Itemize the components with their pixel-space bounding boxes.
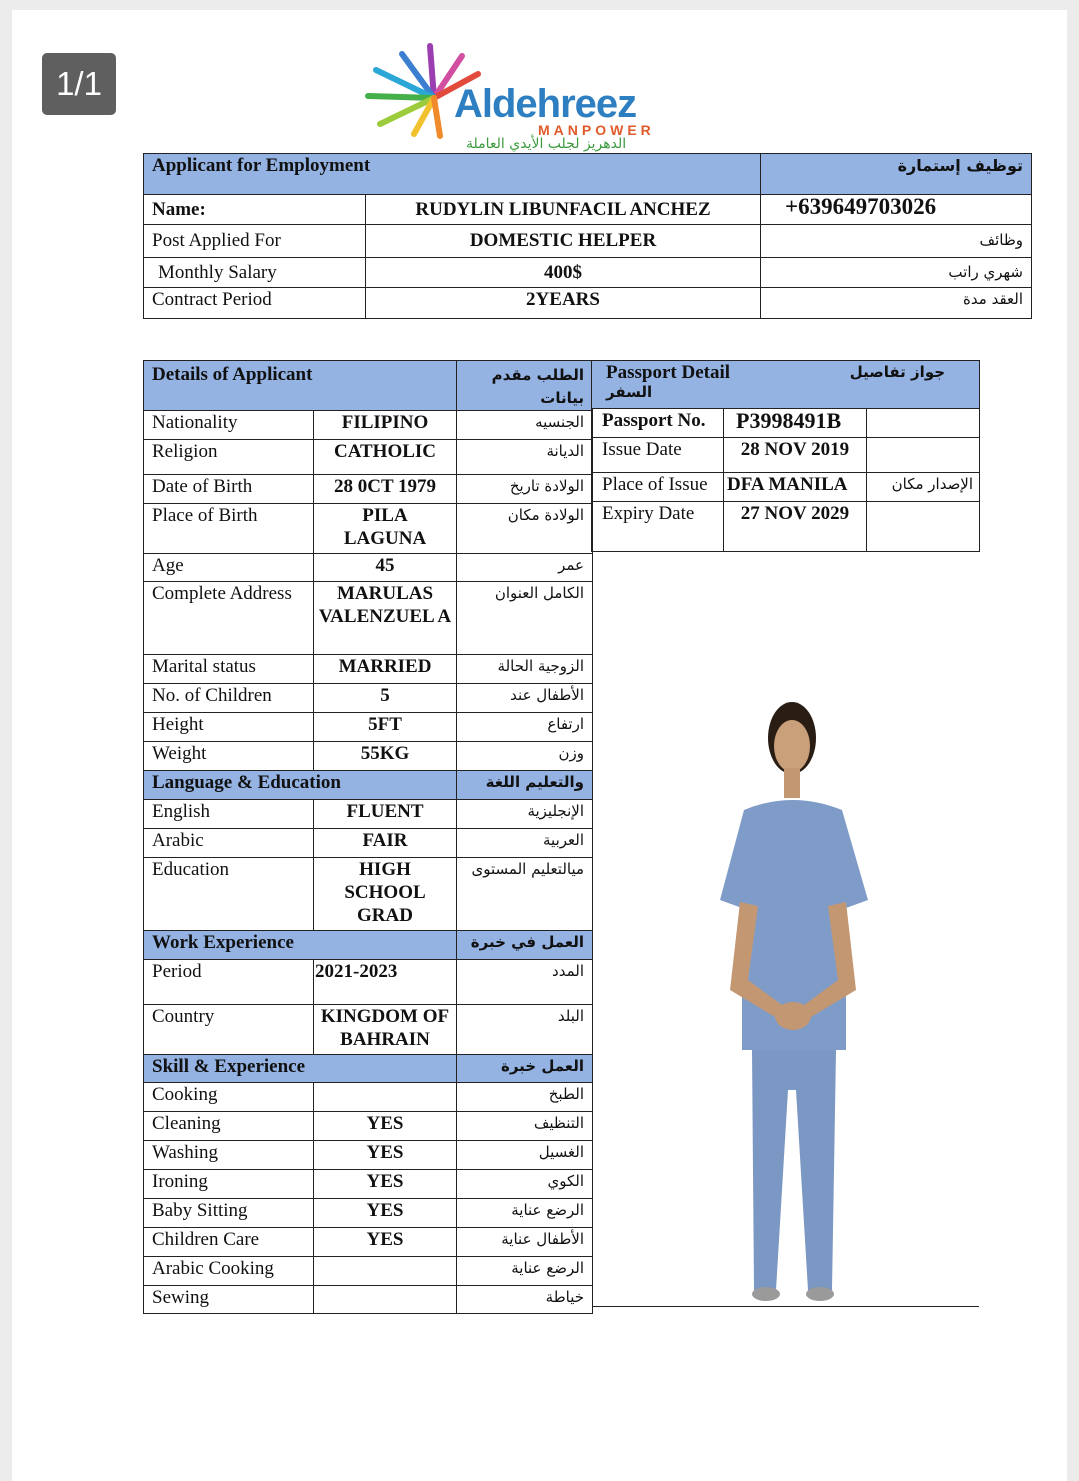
skill-label-ar: الطبخ <box>457 1083 593 1112</box>
language-value: FAIR <box>314 829 457 858</box>
language-title: Language & Education <box>144 771 457 800</box>
detail-value: CATHOLIC <box>314 440 457 475</box>
detail-value: PILA LAGUNA <box>314 504 457 554</box>
post-label-ar: وظائف <box>761 225 1032 258</box>
contract-label: Contract Period <box>144 288 366 319</box>
skill-value: YES <box>314 1170 457 1199</box>
logo-arabic: الدهريز لجلب الأيدي العاملة <box>466 136 627 152</box>
salary-label: Monthly Salary <box>144 258 366 288</box>
skills-title-ar: العمل خبرة <box>457 1055 593 1083</box>
passport-extra <box>867 438 980 473</box>
skill-label-ar: الأطفال عناية <box>457 1228 593 1257</box>
country-label-ar: البلد <box>457 1005 593 1055</box>
salary-label-ar: شهري راتب <box>761 258 1032 288</box>
employment-title: Applicant for Employment <box>144 154 761 195</box>
detail-value: 45 <box>314 554 457 582</box>
skill-label-ar: الغسيل <box>457 1141 593 1170</box>
detail-label-ar: الكامل العنوان <box>457 582 593 655</box>
detail-label-ar: الجنسيه <box>457 411 593 440</box>
phone-value: +639649703026 <box>761 195 1032 225</box>
logo-brand: Aldehreez <box>454 82 637 126</box>
skill-value: YES <box>314 1228 457 1257</box>
detail-label: Date of Birth <box>144 475 314 504</box>
expiry-date-label: Expiry Date <box>592 502 724 552</box>
place-of-issue-label: Place of Issue <box>592 473 724 502</box>
language-value: FLUENT <box>314 800 457 829</box>
detail-label: No. of Children <box>144 684 314 713</box>
skill-value <box>314 1286 457 1314</box>
detail-label: Age <box>144 554 314 582</box>
details-title: Details of Applicant <box>144 361 457 411</box>
page-counter: 1/1 <box>42 53 116 115</box>
education-label: Education <box>144 858 314 931</box>
post-value: DOMESTIC HELPER <box>366 225 761 258</box>
employment-title-ar: توظيف إستمارة <box>761 154 1032 195</box>
expiry-date-value: 27 NOV 2029 <box>724 502 867 552</box>
language-title-ar: والتعليم اللغة <box>457 771 593 800</box>
country-value: KINGDOM OF BAHRAIN <box>314 1005 457 1055</box>
skill-label-ar: خياطة <box>457 1286 593 1314</box>
passport-title-ar: جواز تفاصيل <box>849 363 946 381</box>
detail-label: Place of Birth <box>144 504 314 554</box>
skill-label: Arabic Cooking <box>144 1257 314 1286</box>
passport-no-value: P3998491B <box>724 409 867 438</box>
skill-label: Cleaning <box>144 1112 314 1141</box>
contract-label-ar: العقد مدة <box>761 288 1032 319</box>
detail-label: Complete Address <box>144 582 314 655</box>
detail-label: Nationality <box>144 411 314 440</box>
work-title-ar: العمل في خبرة <box>457 931 593 960</box>
detail-value: 28 0CT 1979 <box>314 475 457 504</box>
detail-value: 55KG <box>314 742 457 771</box>
contract-value: 2YEARS <box>366 288 761 319</box>
detail-label: Weight <box>144 742 314 771</box>
country-label: Country <box>144 1005 314 1055</box>
work-title: Work Experience <box>144 931 457 960</box>
applicant-photo <box>696 690 896 1308</box>
logo-subtitle: MANPOWER <box>538 122 655 138</box>
skill-label: Baby Sitting <box>144 1199 314 1228</box>
post-label: Post Applied For <box>144 225 366 258</box>
skill-label-ar: التنظيف <box>457 1112 593 1141</box>
skill-label-ar: الكوي <box>457 1170 593 1199</box>
passport-extra <box>867 409 980 438</box>
passport-title: Passport Detail <box>606 362 731 383</box>
passport-no-label: Passport No. <box>592 409 724 438</box>
skill-value <box>314 1083 457 1112</box>
skill-label-ar: الرضع عناية <box>457 1199 593 1228</box>
salary-value: 400$ <box>366 258 761 288</box>
skills-title: Skill & Experience <box>144 1055 457 1083</box>
skill-value: YES <box>314 1112 457 1141</box>
period-label-ar: المدد <box>457 960 593 1005</box>
passport-table <box>591 360 980 552</box>
name-label: Name: <box>144 195 366 225</box>
language-label: Arabic <box>144 829 314 858</box>
skill-label: Sewing <box>144 1286 314 1314</box>
passport-extra <box>867 502 980 552</box>
skill-label: Children Care <box>144 1228 314 1257</box>
detail-label: Height <box>144 713 314 742</box>
detail-label: Marital status <box>144 655 314 684</box>
detail-label-ar: وزن <box>457 742 593 771</box>
detail-label-ar: الزوجية الحالة <box>457 655 593 684</box>
period-label: Period <box>144 960 314 1005</box>
language-label-ar: الإنجليزية <box>457 800 593 829</box>
employment-table <box>143 153 1032 319</box>
detail-label-ar: الولادة مكان <box>457 504 593 554</box>
detail-value: MARULAS VALENZUEL A <box>314 582 457 655</box>
detail-value: 5 <box>314 684 457 713</box>
passport-title-ar2: السفر <box>606 383 653 401</box>
skill-label: Cooking <box>144 1083 314 1112</box>
detail-label-ar: الديانة <box>457 440 593 475</box>
period-value: 2021-2023 <box>314 960 457 1005</box>
skill-value: YES <box>314 1141 457 1170</box>
place-of-issue-label-ar: الإصدار مكان <box>867 473 980 502</box>
skill-label-ar: الرضع عناية <box>457 1257 593 1286</box>
applicant-details-table <box>143 360 593 1314</box>
skill-value: YES <box>314 1199 457 1228</box>
language-label-ar: العربية <box>457 829 593 858</box>
skill-label: Washing <box>144 1141 314 1170</box>
company-logo <box>362 40 722 155</box>
detail-value: MARRIED <box>314 655 457 684</box>
issue-date-label: Issue Date <box>592 438 724 473</box>
skill-label: Ironing <box>144 1170 314 1199</box>
education-value: HIGH SCHOOL GRAD <box>314 858 457 931</box>
detail-label-ar: الولادة تاريخ <box>457 475 593 504</box>
detail-label-ar: ارتفاع <box>457 713 593 742</box>
name-value: RUDYLIN LIBUNFACIL ANCHEZ <box>366 195 761 225</box>
issue-date-value: 28 NOV 2019 <box>724 438 867 473</box>
detail-value: FILIPINO <box>314 411 457 440</box>
place-of-issue-value: DFA MANILA <box>724 473 867 502</box>
skill-value <box>314 1257 457 1286</box>
detail-label-ar: عمر <box>457 554 593 582</box>
detail-label: Religion <box>144 440 314 475</box>
language-label: English <box>144 800 314 829</box>
detail-label-ar: الأطفال عند <box>457 684 593 713</box>
detail-value: 5FT <box>314 713 457 742</box>
details-title-ar: الطلب مقدم بيانات <box>457 361 593 411</box>
education-label-ar: ميالتعليم المستوى <box>457 858 593 931</box>
